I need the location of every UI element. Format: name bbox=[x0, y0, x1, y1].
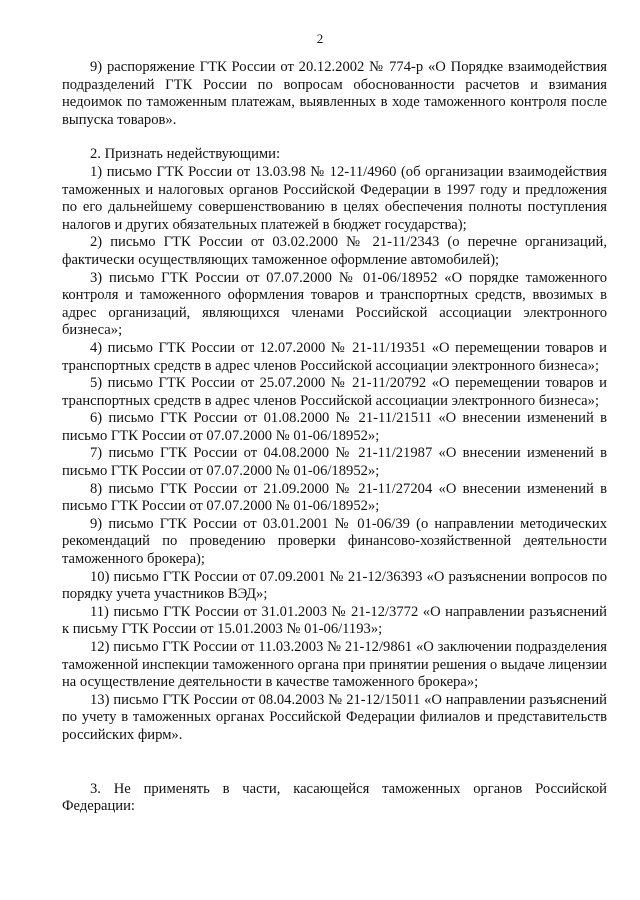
item-9-order-774r: 9) распоряжение ГТК России от 20.12.2002 № 774-р «О Порядке взаимодействия подразделений ГТК России по вопросам обоснованности расчетов и взимания недоимок по таможенным платежам, выявленных в ходе таможенного контроля после выпуска товаров». bbox=[62, 59, 607, 128]
section-2-item-11: 11) письмо ГТК России от 31.01.2003 № 21-12/3772 «О направлении разъяснений к письму ГТК России от 15.01.2003 № 01-06/1193»; bbox=[62, 603, 607, 638]
section-2-item-9: 9) письмо ГТК России от 03.01.2001 № 01-06/39 (о направлении методических рекомендаций по проведению проверки финансово-хозяйственной деятельности таможенного брокера); bbox=[62, 515, 607, 568]
section-2-item-13: 13) письмо ГТК России от 08.04.2003 № 21-12/15011 «О направлении разъяснений по учету в таможенных органах Российской Федерации филиалов и представительств российских фирм». bbox=[62, 691, 607, 743]
section-2-item-12: 12) письмо ГТК России от 11.03.2003 № 21-12/9861 «О заключении подразделения таможенной инспекции таможенного органа при принятии решения о выдаче лицензии на осуществление деятельности в качестве таможенного брокера»; bbox=[62, 639, 607, 691]
document-body bbox=[62, 59, 607, 816]
section-2-heading: 2. Признать недействующими: bbox=[90, 146, 280, 163]
section-2-item-8: 8) письмо ГТК России от 21.09.2000 № 21-11/27204 «О внесении изменений в письмо ГТК России от 07.07.2000 № 01-06/18952»; bbox=[62, 480, 607, 515]
section-2-item-3: 3) письмо ГТК России от 07.07.2000 № 01-06/18952 «О порядке таможенного контроля и таможенного оформления товаров и транспортных средств, ввозимых в адрес организаций, являющихся членами Российской ассоциации электронного бизнеса»; bbox=[62, 269, 607, 339]
section-2-item-7: 7) письмо ГТК России от 04.08.2000 № 21-11/21987 «О внесении изменений в письмо ГТК России от 07.07.2000 № 01-06/18952»; bbox=[62, 445, 607, 480]
section-2-item-10: 10) письмо ГТК России от 07.09.2001 № 21-12/36393 «О разъяснении вопросов по порядку учета участников ВЭД»; bbox=[62, 568, 607, 603]
section-2-item-5: 5) письмо ГТК России от 25.07.2000 № 21-11/20792 «О перемещении товаров и транспортных средств в адрес членов Российской ассоциации электронного бизнеса»; bbox=[62, 375, 607, 409]
section-2-item-2: 2) письмо ГТК России от 03.02.2000 № 21-11/2343 (о перечне организаций, фактически осуществляющих таможенное оформление автомобилей); bbox=[62, 234, 607, 268]
section-2-item-1: 1) письмо ГТК России от 13.03.98 № 12-11/4960 (об организации взаимодействия таможенных и налоговых органов Российской Федерации в 1997 году и предложения по его дальнейшему совершенствованию в целях обеспечения полноты поступления налогов и других обязательных платежей в бюджет государства); bbox=[62, 163, 607, 233]
section-3-heading: 3. Не применять в части, касающейся таможенных органов Российской Федерации: bbox=[62, 780, 607, 815]
section-2-item-4: 4) письмо ГТК России от 12.07.2000 № 21-11/19351 «О перемещении товаров и транспортных средств в адрес членов Российской ассоциации электронного бизнеса»; bbox=[62, 339, 607, 374]
section-2-item-6: 6) письмо ГТК России от 01.08.2000 № 21-11/21511 «О внесении изменений в письмо ГТК России от 07.07.2000 № 01-06/18952»; bbox=[62, 410, 607, 444]
page-number: 2 bbox=[316, 31, 324, 46]
